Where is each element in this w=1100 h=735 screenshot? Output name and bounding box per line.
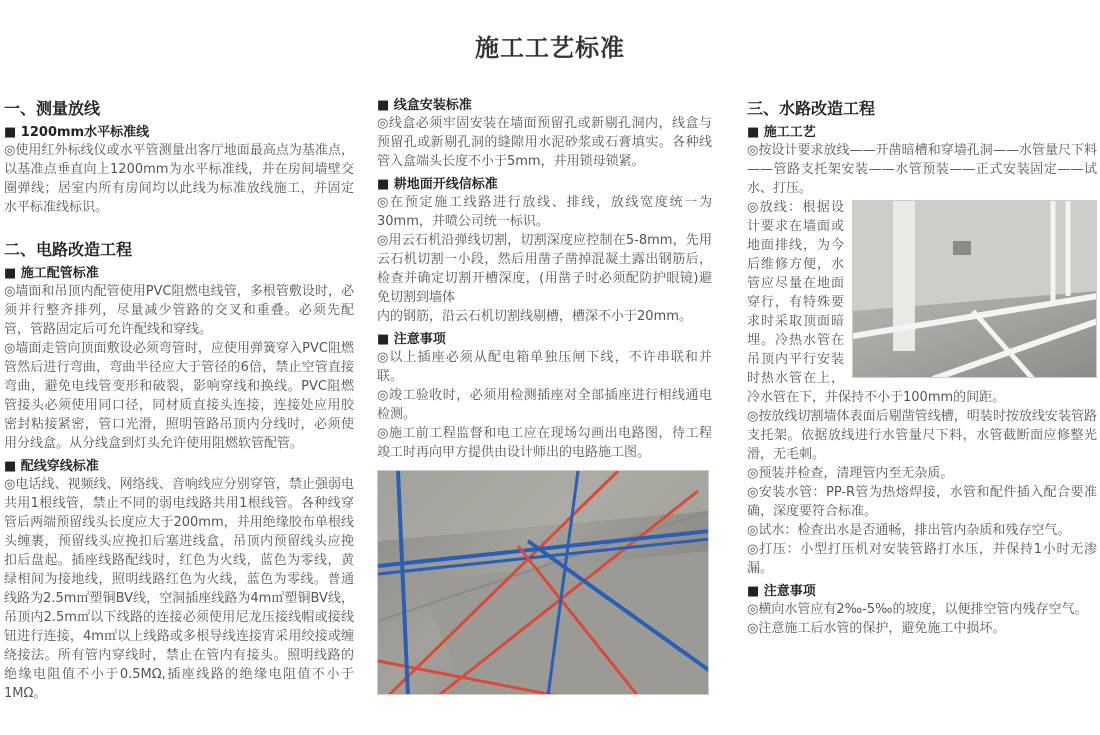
column-measurement-electrical (4, 90, 354, 703)
column-boxes-grooves (377, 90, 712, 695)
paragraph: ◎施工前工程监督和电工应在现场勾画出电路图，待工程竣工时再向甲方提供由设计师出的电路施工图。 (377, 426, 712, 460)
paragraph: ◎竣工验收时，必须用检测插座对全部插座进行相线通电检测。 (377, 388, 712, 422)
paragraph: ◎线盒必须牢固安装在墙面预留孔或新剔孔洞内，线盒与预留孔或新剔孔洞的缝隙用水泥砂浆或石膏填实。各种线管入盒端头长度不小于5mm，并用锁母锁紧。 (377, 116, 712, 169)
paragraph: ◎按设计要求放线——开凿暗槽和穿墙孔洞——水管量尺下料——管路支托架安装——水管预装——正式安装固定——试水、打压。 (747, 143, 1097, 196)
paragraph: ◎安装水管：PP-R管为热熔焊接，水管和配件插入配合要准确，深度要符合标准。 (747, 485, 1097, 519)
subheading-grooving: ■ 耕地面开线信标准 (377, 177, 498, 192)
section-heading-measurement: 一、测量放线 (4, 99, 101, 118)
subheading-level-line: ■ 1200mm水平标准线 (4, 125, 150, 140)
section-heading-plumbing: 三、水路改造工程 (747, 99, 876, 118)
paragraph: ◎横向水管应有2‰-5‰的坡度，以便排空管内残存空气。 (747, 602, 1088, 617)
paragraph: ◎按放线切割墙体表面后剔凿管线槽，明装时按放线安装管路支托架。依据放线进行水管量尺下料，水管截断面应修整光滑，无毛刺。 (747, 409, 1097, 462)
paragraph: ◎使用红外标线仪或水平管测量出客厅地面最高点为基准点，以基准点垂直向上1200mm为水平标准线，并在房间墙壁交圈弹线；居室内所有房间均以此线为标准放线施工，并固定水平标准线标识。 (4, 143, 354, 215)
water-pipe-photo (852, 200, 1097, 378)
paragraph-with-photo (747, 198, 1097, 407)
subheading-box-install: ■ 线盒安装标准 (377, 98, 472, 113)
subheading-conduit: ■ 施工配管标准 (4, 266, 99, 281)
subheading-wiring: ■ 配线穿线标准 (4, 459, 99, 474)
paragraph: ◎放线：根据设计要求在墙面或地面排线，为今后维修方便，水管应尽量在地面穿行，有特殊要求时采取顶面暗埋。冷热水管在吊顶内平行安装时热水管在上，冷水管在下，并保持不小于100mm的间距。 (747, 200, 1006, 405)
subheading-notes: ■ 注意事项 (747, 584, 816, 599)
subheading-process: ■ 施工工艺 (747, 125, 816, 140)
paragraph: ◎用云石机沿弹线切割，切割深度应控制在5-8mm，先用云石机切割一小段，然后用凿子凿掉混凝土露出钢筋后，检查并确定切割开槽深度，(用凿子时必须配防护眼镜)避免切割到墙体 (377, 233, 712, 305)
section-heading-electrical: 二、电路改造工程 (4, 240, 133, 259)
column-plumbing (747, 90, 1097, 638)
floor-conduit-photo (377, 470, 709, 695)
page-title: 施工工艺标准 (475, 34, 625, 62)
paragraph: ◎试水：检查出水是否通畅，排出管内杂质和残存空气。 (747, 523, 1071, 538)
paragraph: ◎以上插座必须从配电箱单独压闸下线，不许串联和并联。 (377, 350, 712, 384)
paragraph: ◎注意施工后水管的保护，避免施工中损坏。 (747, 621, 1006, 636)
subheading-notes: ■ 注意事项 (377, 332, 446, 347)
paragraph: ◎预装并检查，清理管内至无杂质。 (747, 466, 954, 481)
paragraph: ◎墙面和吊顶内配管使用PVC阻燃电线管，多根管敷设时，必须并行整齐排列，尽量减少管路的交叉和重叠。必须先配管，管路固定后可允许配线和穿线。 (4, 284, 354, 337)
paragraph: 内的钢筋，沿云石机切割线剔槽，槽深不小于20mm。 (377, 309, 692, 324)
paragraph: ◎墙面走管向顶面敷设必须弯管时，应使用弹簧穿入PVC阻燃管然后进行弯曲，弯曲半径应大于管径的6倍，禁止空管直接弯曲，避免电线管变形和破裂，影响穿线和换线。PVC阻燃管接头必须使用同口径，同材质直接头连接，连接处应用胶密封粘接紧密，管口光滑，照明管路吊顶内分线时，必须使用分线盒。从分线盒到灯头允许使用阻燃软管配管。 (4, 341, 354, 451)
paragraph: ◎在预定施工线路进行放线、排线，放线宽度统一为30mm，并喷公司统一标识。 (377, 195, 712, 229)
paragraph: ◎打压：小型打压机对安装管路打水压，并保持1小时无渗漏。 (747, 542, 1097, 576)
paragraph: ◎电话线、视频线、网络线、音响线应分别穿管，禁止强弱电共用1根线管，禁止不同的弱电线路共用1根线管。各种线穿管后两端预留线头长度应大于200mm，并用绝缘胶布单根线头缠裹，预留线头应挽扣后塞进线盒，吊顶内预留线头应挽扣后盘起。插座线路配线时，红色为火线，蓝色为零线，黄绿相间为接地线，照明线路红色为火线，蓝色为零线。普通线路为2.5m㎡塑铜BV线，空洞插座线路为4m㎡塑铜BV线，吊顶内2.5m㎡以下线路的连接必须使用尼龙压接线帽或接线钮进行连接，4m㎡以上线路或多根导线连接宵采用绞接或缠绕接法。所有管内穿线时，禁止在管内有接头。照明线路的绝缘电阻值不小于0.5MΩ,插座线路的绝缘电阻值不小于1MΩ。 (4, 477, 354, 701)
